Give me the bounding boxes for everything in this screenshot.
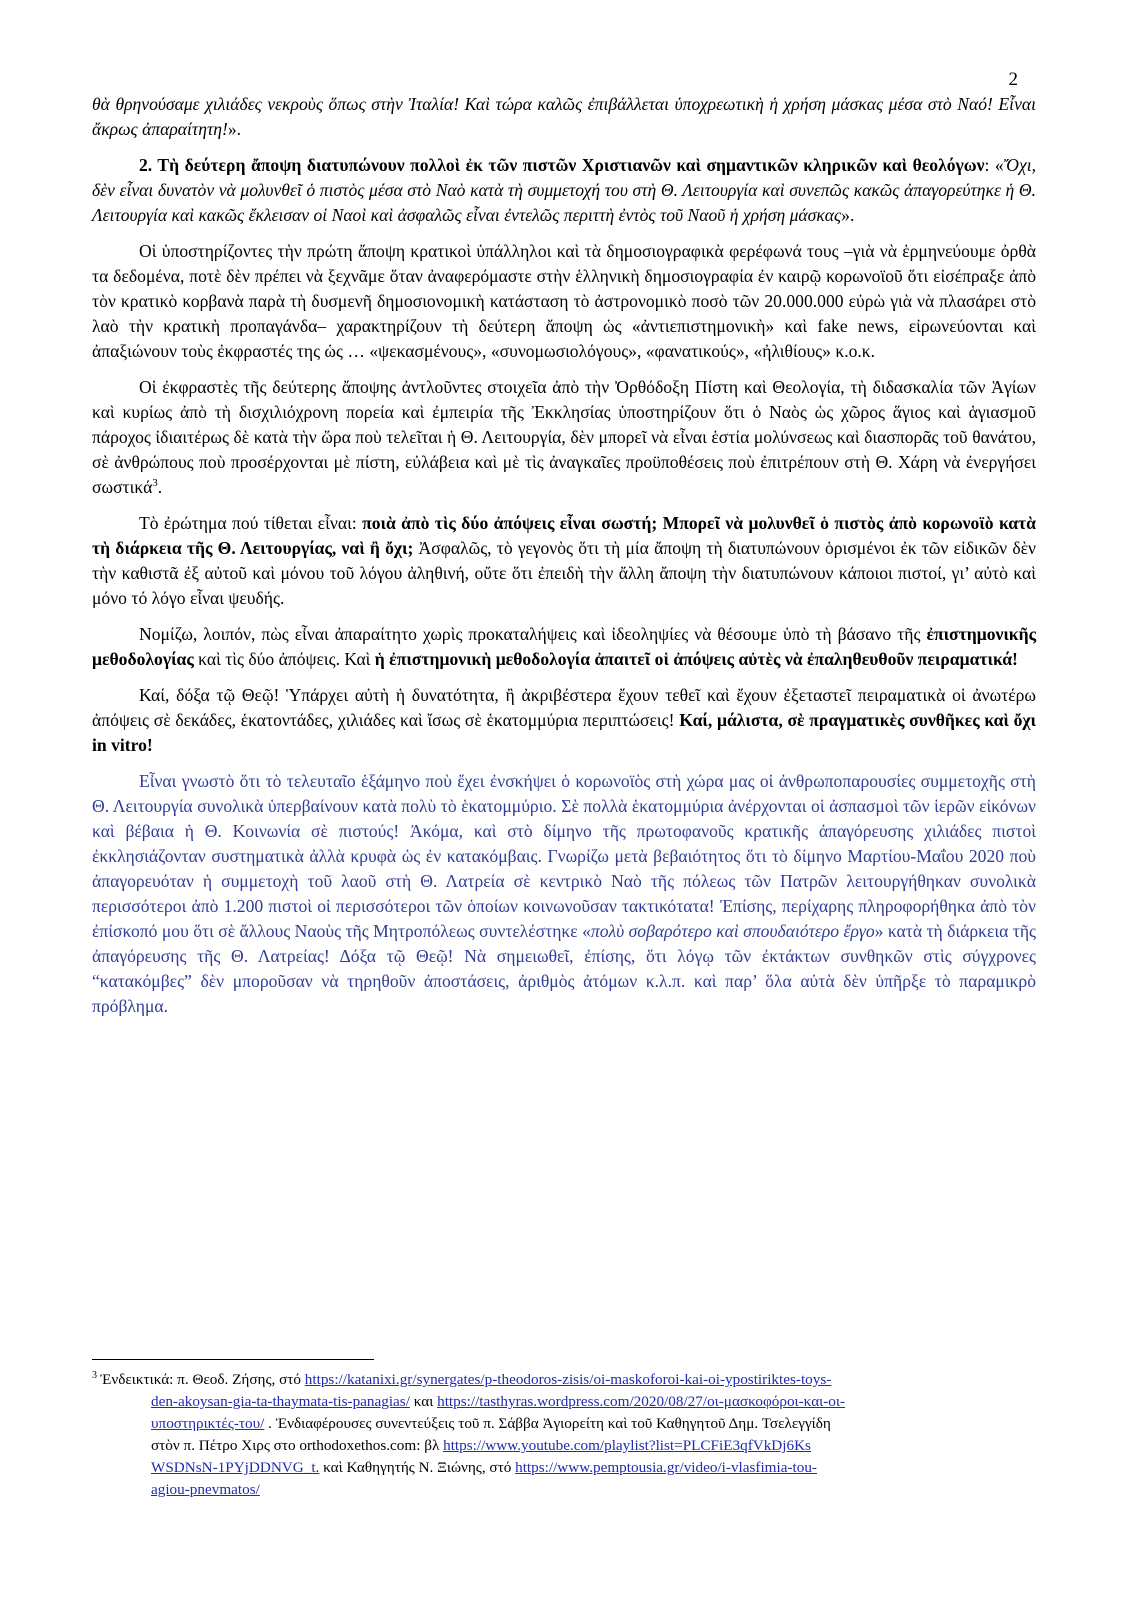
evidence-italic: πολὺ σοβαρότερο καὶ σπουδαιότερο ἔργο	[590, 921, 875, 941]
quote-close: ».	[841, 205, 855, 225]
footnote-line-1	[92, 1369, 1036, 1391]
youtube-link-cont[interactable]: WSDNsN-1PYjDDNVG_t.	[151, 1459, 320, 1476]
footnote-text: . Ἐνδιαφέρουσες συνεντεύξεις τοῦ π. Σάββα Ἁγιορείτη καὶ τοῦ Καθηγητοῦ Δημ. Τσελεγγίδη	[264, 1415, 831, 1432]
colon-open-quote: : «	[984, 155, 1004, 175]
pemptousia-link-cont[interactable]: agiou-pnevmatos/	[151, 1481, 260, 1498]
evidence-tail: » κατὰ τὴ διάρκεια τῆς ἀπαγόρευσης τῆς Θ. Λατρείας! Δόξα τῷ Θεῷ! Νὰ σημειωθεῖ, ἐπίσης, ὅτι λόγῳ τῶν ἐκτάκτων συνθηκῶν στὶς σύγχρονες “κατακόμβες” δὲν μποροῦσαν νὰ τηρηθοῦν ἀποστάσεις, ἀριθμὸς ἀτόμων κ.λ.π. καὶ παρ’ ὅλα αὐτὰ δὲν ὑπῆρξε τὸ παραμικρὸ πρόβλημα.	[92, 921, 1036, 1016]
evidence-lead: Εἶναι γνωστὸ ὅτι τὸ τελευταῖο ἑξάμηνο ποὺ ἔχει ἐνσκήψει ὁ κορωνοϊὸς στὴ χώρα μας οἱ ἀνθρωποπαρουσίες συμμετοχῆς στὴ Θ. Λειτουργία συνολικὰ ὑπερβαίνουν κατὰ πολὺ τὸ ἑκατομμύριο. Σὲ πολλὰ ἑκατομμύρια ἀνέρχονται οἱ ἀσπασμοὶ τῶν ἱερῶν εἰκόνων καὶ βέβαια ἡ Θ. Κοινωνία σὲ πιστούς! Ἀκόμα, καὶ στὸ δίμηνο τῆς πρωτοφανοῦς κρατικῆς ἀπαγόρευσης χιλιάδες πιστοὶ ἐκκλησιάζονταν συστηματικὰ ἀλλὰ κρυφὰ ὡς ἐν κατακόμβαις. Γνωρίζω μετὰ βεβαιότητος ὅτι τὸ δίμηνο Μαρτίου-Μαΐου 2020 ποὺ ἀπαγορευόταν ἡ συμμετοχὴ τοῦ λαοῦ στὴ Θ. Λατρεία σὲ κεντρικὸ Ναὸ τῆς πόλεως τῶν Πατρῶν λειτουργήθηκαν συνολικὰ περισσότεροι ἀπὸ 1.200 πιστοὶ οἱ περισσότεροι τῶν ὁποίων κοινωνοῦσαν τακτικότατα! Ἐπίσης, περίχαρης πληροφορήθηκα ἀπὸ τὸν ἐπίσκοπό μου ὅτι σὲ ἄλλους Ναοὺς τῆς Μητροπόλεως συντελέστηκε «	[92, 771, 1036, 941]
second-view-quote: Ὄχι, δὲν εἶναι δυνατὸν νὰ μολυνθεῖ ὁ πιστὸς μέσα στὸ Ναὸ κατὰ τὴ συμμετοχή του στὴ Θ. Λειτουργία καὶ συνεπῶς κακῶς ἀπαγορεύτηκε ἡ Θ. Λειτουργία καὶ κακῶς ἔκλεισαν οἱ Ναοὶ καὶ ἀσφαλῶς εἶναι ἐντελῶς περιττὴ ἐντὸς τοῦ Ναοῦ ἡ χρήση μάσκας	[92, 155, 1036, 225]
quote-italic: θὰ θρηνούσαμε χιλιάδες νεκροὺς ὅπως στὴν Ἰταλία! Καὶ τώρα καλῶς ἐπιβάλλεται ὑποχρεωτικὴ ἡ χρήση μάσκας μέσα στὸ Ναό! Εἶναι ἄκρως ἀπαραίτητη!	[92, 94, 1036, 139]
paragraph-8-blue	[92, 769, 1036, 1019]
tasthyras-link-cont[interactable]: υποστηρικτές-του/	[151, 1415, 265, 1432]
footnote-text: και	[409, 1393, 438, 1410]
paragraph-7	[92, 683, 1036, 758]
question-tail: Ἀσφαλῶς, τὸ γεγονὸς ὅτι τὴ μία ἄποψη τὴ διατυπώνουν ὁρισμένοι ἐκ τῶν εἰδικῶν δὲν τὴν καθιστᾶ ἐξ αὐτοῦ καὶ μόνου τοῦ λόγου ἀληθινή, οὔτε ὅτι ἐπειδὴ τὴν ἄλλη ἄποψη τὴν διατυπώνουν κάποιοι πιστοί, γι’ αὐτὸ καὶ μόνο τό λόγο εἶναι ψευδής.	[92, 538, 1036, 608]
footnote-3	[92, 1369, 1036, 1501]
methodology-lead: Νομίζω, λοιπόν, πὼς εἶναι ἀπαραίτητο χωρὶς προκαταλήψεις καὶ ἰδεοληψίες νὰ θέσουμε ὑπὸ τὴ βάσανο τῆς	[139, 624, 927, 644]
footnote-separator	[92, 1359, 374, 1360]
paragraph-3: Οἱ ὑποστηρίζοντες τὴν πρώτη ἄποψη κρατικοὶ ὑπάλληλοι καὶ τὰ δημοσιογραφικὰ φερέφωνά τους –γιὰ νὰ ἑρμηνεύουμε ὀρθὰ τα δεδομένα, ποτὲ δὲν πρέπει νὰ ξεχνᾶμε ὅταν ἀναφερόμαστε στὴν ἑλληνικὴ δημοσιογραφία ἐν καιρῷ κορωνοϊοῦ ὅτι εἰσέπραξε ἀπὸ τὸν κρατικὸ κορβανὰ παρὰ τὴ δυσμενῆ δημοσιονομικὴ κατάσταση τὸ ἀστρονομικὸ ποσὸ τῶν 20.000.000 εὐρὼ γιὰ νὰ πλασάρει στὸ λαὸ τὴν κρατικὴ προπαγάνδα– χαρακτηρίζουν τὴ δεύτερη ἄποψη ὡς «ἀντιεπιστημονικὴ» καὶ fake news, εἰρωνεύονται καὶ ἀπαξιώνουν τοὺς ἐκφραστές της ὡς … «ψεκασμένους», «συνομωσιολόγους», «φανατικούς», «ἠλιθίους» κ.ο.κ.	[92, 241, 1036, 361]
footnote-line-6	[92, 1479, 1036, 1501]
katanixi-link[interactable]: https://katanixi.gr/synergates/p-theodoros-zisis/oi-maskoforoi-kai-oi-ypostiriktes-toys-	[304, 1371, 832, 1388]
body-text	[92, 92, 1036, 1030]
methodology-bold-2: ἡ ἐπιστημονικὴ μεθοδολογία ἀπαιτεῖ οἱ ἀπόψεις αὐτὲς νὰ ἐπαληθευθοῦν πειραματικά!	[374, 649, 1018, 669]
tasthyras-link[interactable]: https://tasthyras.wordpress.com/2020/08/27/οι-μασκοφόροι-και-οι-	[437, 1393, 846, 1410]
footnote-text: Ἐνδεικτικά: π. Θεοδ. Ζήσης, στό	[100, 1371, 305, 1388]
footnote-text: στὸν π. Πέτρο Χιρς στο orthodoxethos.com: βλ	[151, 1437, 444, 1454]
katanixi-link-cont[interactable]: den-akoysan-gia-ta-thaymata-tis-panagias/	[151, 1393, 410, 1410]
footnote-line-3	[92, 1413, 1036, 1435]
paragraph-end: .	[157, 477, 163, 497]
paragraph-1	[92, 92, 1036, 142]
paragraph-text: Οἱ ἐκφραστὲς τῆς δεύτερης ἄποψης ἀντλοῦντες στοιχεῖα ἀπὸ τὴν Ὀρθόδοξη Πίστη καὶ Θεολογία, τὴ διδασκαλία τῶν Ἁγίων καὶ κυρίως ἀπὸ τὴ δισχιλιόχρονη πορεία καὶ ἐμπειρία τῆς Ἐκκλησίας ὑποστηρίζουν ὅτι ὁ Ναὸς ὡς χῶρος ἅγιος καὶ ἁγιασμοῦ πάροχος ἰδιαιτέρως δὲ κατὰ τὴν ὥρα ποὺ τελεῖται ἡ Θ. Λειτουργία, δὲν μπορεῖ νὰ εἶναι ἑστία μολύνσεως καὶ διασπορᾶς τοῦ θανάτου, σὲ ἀνθρώπους ποὺ προσέρχονται μὲ πίστη, εὐλάβεια καὶ μὲ τὶς ἀναγκαῖες προϋποθέσεις ποὺ ἐπιτρέπουν στὴ Θ. Χάρη νὰ ἐνεργήσει σωστικά	[92, 377, 1036, 497]
paragraph-5	[92, 511, 1036, 611]
second-view-heading: 2. Τὴ δεύτερη ἄποψη διατυπώνουν πολλοὶ ἐκ τῶν πιστῶν Χριστιανῶν καὶ σημαντικῶν κληρικῶν καὶ θεολόγων	[139, 155, 985, 175]
question-bold: ποιὰ ἀπὸ τὶς δύο ἀπόψεις εἶναι σωστή; Μπορεῖ νὰ μολυνθεῖ ὁ πιστὸς ἀπὸ κορωνοϊὸ κατὰ τὴ διάρκεια τῆς Θ. Λειτουργίας, ναὶ ἢ ὄχι;	[92, 513, 1036, 558]
question-lead: Τὸ ἐρώτημα πού τίθεται εἶναι:	[139, 513, 363, 533]
pemptousia-link[interactable]: https://www.pemptousia.gr/video/i-vlasfimia-tou-	[515, 1459, 817, 1476]
youtube-link[interactable]: https://www.youtube.com/playlist?list=PLCFiE3qfVkDj6Ks	[443, 1437, 811, 1454]
footnote-line-5	[92, 1457, 1036, 1479]
paragraph-4	[92, 375, 1036, 500]
footnote-reference[interactable]: 3	[152, 477, 158, 490]
methodology-mid: καὶ τὶς δύο ἀπόψεις. Καὶ	[193, 649, 375, 669]
footnote-marker: 3	[92, 1369, 97, 1381]
footnote-line-4	[92, 1435, 1036, 1457]
methodology-bold-1: ἐπιστημονικῆς μεθοδολογίας	[92, 624, 1036, 669]
experiment-lead: Καί, δόξα τῷ Θεῷ! Ὑπάρχει αὐτὴ ἡ δυνατότητα, ἢ ἀκριβέστερα ἔχουν τεθεῖ καὶ ἔχουν ἐξεταστεῖ πειραματικὰ οἱ ἀνωτέρω ἀπόψεις σὲ δεκάδες, ἑκατοντάδες, χιλιάδες καὶ ἴσως σὲ ἑκατομμύρια περιπτώσεις!	[92, 685, 1036, 730]
experiment-bold: Καί, μάλιστα, σὲ πραγματικὲς συνθῆκες καὶ ὄχι in vitro!	[92, 710, 1036, 755]
paragraph-2	[92, 153, 1036, 228]
page-number: 2	[1008, 69, 1018, 90]
footnote-line-2	[92, 1391, 1036, 1413]
footnote-text: καὶ Καθηγητής Ν. Ξιώνης, στό	[319, 1459, 516, 1476]
paragraph-6	[92, 622, 1036, 672]
quote-close: ».	[227, 119, 242, 139]
